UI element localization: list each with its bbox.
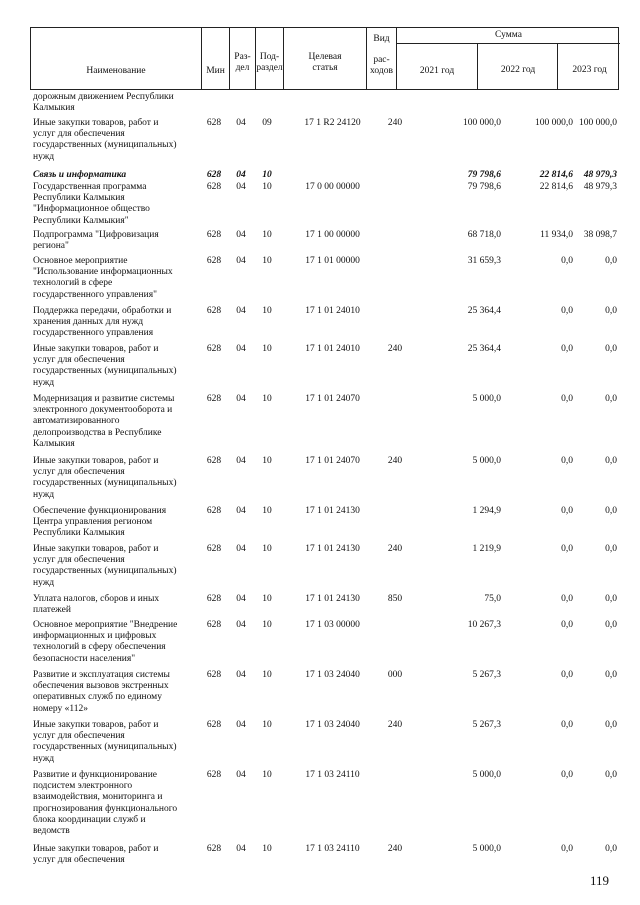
cell-cs: 17 1 01 24130 xyxy=(305,594,360,604)
cell-s2: 0,0 xyxy=(561,670,573,680)
cell-s2: 0,0 xyxy=(561,344,573,354)
cell-s2: 0,0 xyxy=(561,506,573,516)
cell-s1: 25 364,4 xyxy=(467,306,501,316)
cell-s3: 0,0 xyxy=(605,344,617,354)
row-name-line: Иные закупки товаров, работ и xyxy=(33,544,159,554)
cell-min: 628 xyxy=(206,620,222,630)
cell-s3: 38 098,7 xyxy=(583,230,617,240)
row-name-line: Государственная программа xyxy=(33,182,147,192)
row-name-line: Республики Калмыкия xyxy=(33,193,125,204)
row-name-line: оперативных служб по единому xyxy=(33,692,162,703)
cell-cs: 17 1 03 24040 xyxy=(305,720,360,730)
row-name-line: Центра управления регионом xyxy=(33,517,153,528)
cell-s2: 0,0 xyxy=(561,770,573,780)
row-name xyxy=(33,394,201,450)
cell-rz: 04 xyxy=(236,670,246,680)
row-name-line: номеру «112» xyxy=(33,703,89,714)
row-name-line: автоматизированного xyxy=(33,416,120,427)
cell-rz: 04 xyxy=(236,720,246,730)
cell-pr: 10 xyxy=(262,506,272,516)
cell-s3: 0,0 xyxy=(605,720,617,730)
row-name-line: технологий в сфере xyxy=(33,278,113,289)
cell-s3: 48 979,3 xyxy=(583,182,617,192)
cell-s1: 1 219,9 xyxy=(472,544,501,554)
cell-rz: 04 xyxy=(236,544,246,554)
row-name xyxy=(33,306,201,340)
cell-s1: 79 798,6 xyxy=(467,182,501,192)
cell-s1: 5 267,3 xyxy=(472,720,501,730)
row-name-line: услуг для обеспечения xyxy=(33,855,125,866)
row-name-line: Модернизация и развитие системы xyxy=(33,394,175,404)
cell-rz: 04 xyxy=(236,394,246,404)
cell-pr: 10 xyxy=(262,720,272,730)
row-name xyxy=(33,770,201,837)
cell-min: 628 xyxy=(206,394,222,404)
row-name-line: электронного документооборота и xyxy=(33,405,173,416)
row-name-line: нужд xyxy=(33,489,55,500)
row-name-line: прогнозирования функционального xyxy=(33,803,178,814)
cell-min: 628 xyxy=(206,544,222,554)
row-name-line: Поддержка передачи, обработки и xyxy=(33,306,172,316)
cell-s3: 0,0 xyxy=(605,770,617,780)
row-name-line: Иные закупки товаров, работ и xyxy=(33,344,159,354)
cell-min: 628 xyxy=(206,720,222,730)
row-name-line: государственных (муниципальных) xyxy=(33,478,177,489)
cell-pr: 10 xyxy=(262,394,272,404)
row-name-line: обеспечения вызовов экстренных xyxy=(33,681,169,692)
row-name-line: Калмыкия xyxy=(33,103,75,114)
cell-cs: 17 1 01 24010 xyxy=(305,306,360,316)
cell-s1: 5 000,0 xyxy=(472,844,501,854)
cell-pr: 10 xyxy=(262,620,272,630)
header-podrazdel: Под- раздел xyxy=(255,28,283,89)
row-name-line: нужд xyxy=(33,577,55,588)
header-2023: 2023 год xyxy=(572,65,607,75)
cell-s3: 0,0 xyxy=(605,256,617,266)
cell-pr: 10 xyxy=(262,170,272,180)
cell-cs: 17 1 01 24070 xyxy=(305,456,360,466)
cell-s2: 0,0 xyxy=(561,720,573,730)
cell-s2: 22 814,6 xyxy=(539,182,573,192)
cell-rz: 04 xyxy=(236,118,246,128)
cell-cs: 17 1 01 24010 xyxy=(305,344,360,354)
row-name xyxy=(33,670,201,715)
cell-pr: 09 xyxy=(262,118,272,128)
row-name-line: государственных (муниципальных) xyxy=(33,140,177,151)
cell-min: 628 xyxy=(206,182,222,192)
cell-s2: 0,0 xyxy=(561,594,573,604)
cell-pr: 10 xyxy=(262,544,272,554)
cell-pr: 10 xyxy=(262,594,272,604)
row-name-line: взаимодействия, мониторинга и xyxy=(33,792,163,803)
cell-cs: 17 1 00 00000 xyxy=(305,230,360,240)
page-number: 119 xyxy=(590,873,610,888)
cell-min: 628 xyxy=(206,456,222,466)
cell-s1: 5 000,0 xyxy=(472,394,501,404)
cell-pr: 10 xyxy=(262,670,272,680)
row-name-line: Уплата налогов, сборов и иных xyxy=(33,594,160,604)
row-name-line: "Использование информационных xyxy=(33,267,173,278)
cell-s2: 0,0 xyxy=(561,620,573,630)
cell-rz: 04 xyxy=(236,170,246,180)
cell-pr: 10 xyxy=(262,256,272,266)
header-min: Мин xyxy=(201,28,229,89)
cell-s3: 0,0 xyxy=(605,594,617,604)
cell-cs: 17 1 01 24130 xyxy=(305,506,360,516)
row-name-line: нужд xyxy=(33,377,55,388)
row-name xyxy=(33,182,201,227)
cell-rz: 04 xyxy=(236,844,246,854)
cell-cs: 17 1 01 00000 xyxy=(305,256,360,266)
cell-min: 628 xyxy=(206,770,222,780)
row-name xyxy=(33,456,201,501)
cell-cs: 17 1 01 24070 xyxy=(305,394,360,404)
cell-s3: 0,0 xyxy=(605,306,617,316)
row-name xyxy=(33,720,201,765)
row-name xyxy=(33,92,201,114)
row-name-line: Калмыкия xyxy=(33,438,75,449)
header-name: Наименование xyxy=(86,66,146,76)
row-name-line: Иные закупки товаров, работ и xyxy=(33,720,159,730)
cell-s3: 0,0 xyxy=(605,844,617,854)
cell-s1: 5 267,3 xyxy=(472,670,501,680)
cell-cs: 17 1 03 24110 xyxy=(305,770,360,780)
cell-rz: 04 xyxy=(236,506,246,516)
row-name-line: Иные закупки товаров, работ и xyxy=(33,456,159,466)
cell-rz: 04 xyxy=(236,594,246,604)
row-name xyxy=(33,844,201,866)
cell-rz: 04 xyxy=(236,620,246,630)
cell-s1: 25 364,4 xyxy=(467,344,501,354)
cell-vr: 240 xyxy=(387,544,403,554)
cell-s3: 100 000,0 xyxy=(579,118,617,128)
row-name xyxy=(33,170,201,181)
cell-rz: 04 xyxy=(236,344,246,354)
cell-s2: 0,0 xyxy=(561,256,573,266)
cell-vr: 000 xyxy=(387,670,403,680)
cell-s2: 0,0 xyxy=(561,844,573,854)
cell-pr: 10 xyxy=(262,182,272,192)
cell-cs: 17 1 03 24110 xyxy=(305,844,360,854)
row-name-line: безопасности населения" xyxy=(33,653,136,664)
cell-pr: 10 xyxy=(262,306,272,316)
cell-min: 628 xyxy=(206,256,222,266)
row-name-line: подсистем электронного xyxy=(33,781,133,792)
cell-s1: 79 798,6 xyxy=(467,170,501,180)
row-name-line: Основное мероприятие "Внедрение xyxy=(33,620,178,630)
cell-s2: 0,0 xyxy=(561,544,573,554)
cell-vr: 240 xyxy=(387,344,403,354)
row-name-line: дорожным движением Республики xyxy=(33,92,174,102)
cell-pr: 10 xyxy=(262,344,272,354)
header-sum-group xyxy=(396,28,620,89)
header-sum: Сумма xyxy=(495,30,522,40)
row-name-line: государственного управления" xyxy=(33,289,157,300)
row-name-line: услуг для обеспечения xyxy=(33,467,125,478)
row-name xyxy=(33,620,201,665)
row-name xyxy=(33,256,201,301)
cell-rz: 04 xyxy=(236,770,246,780)
row-name xyxy=(33,506,201,540)
row-name-line: блока координации служб и xyxy=(33,814,146,825)
cell-s3: 0,0 xyxy=(605,394,617,404)
row-name-line: Подпрограмма "Цифровизация xyxy=(33,230,159,240)
cell-cs: 17 1 03 24040 xyxy=(305,670,360,680)
cell-cs: 17 1 R2 24120 xyxy=(304,118,361,128)
row-name-line: государственных (муниципальных) xyxy=(33,566,177,577)
cell-min: 628 xyxy=(206,594,222,604)
row-name-line: государственных (муниципальных) xyxy=(33,366,177,377)
header-2021: 2021 год xyxy=(419,66,455,76)
row-name-line: Развитие и функционирование xyxy=(33,770,158,780)
cell-rz: 04 xyxy=(236,456,246,466)
cell-min: 628 xyxy=(206,170,222,180)
row-name-line: "Информационное общество xyxy=(33,204,150,215)
row-name-line: услуг для обеспечения xyxy=(33,129,125,140)
header-razdel: Раз- дел xyxy=(229,28,255,89)
cell-min: 628 xyxy=(206,306,222,316)
cell-s3: 0,0 xyxy=(605,620,617,630)
cell-min: 628 xyxy=(206,844,222,854)
cell-pr: 10 xyxy=(262,770,272,780)
cell-pr: 10 xyxy=(262,844,272,854)
row-name-line: Иные закупки товаров, работ и xyxy=(33,844,159,854)
row-name-line: делопроизводства в Республике xyxy=(33,427,162,438)
row-name-line: ведомств xyxy=(33,826,70,837)
row-name-line: технологий в сферу обеспечения xyxy=(33,642,166,653)
cell-s1: 10 267,3 xyxy=(467,620,501,630)
cell-min: 628 xyxy=(206,118,222,128)
row-name-line: Связь и информатика xyxy=(33,170,127,180)
cell-vr: 240 xyxy=(387,844,403,854)
cell-s1: 100 000,0 xyxy=(463,118,501,128)
header-2022: 2022 год xyxy=(500,65,536,75)
cell-pr: 10 xyxy=(262,230,272,240)
row-name-line: платежей xyxy=(33,605,71,616)
cell-rz: 04 xyxy=(236,306,246,316)
cell-s3: 0,0 xyxy=(605,506,617,516)
row-name-line: услуг для обеспечения xyxy=(33,355,125,366)
cell-s3: 48 979,3 xyxy=(583,170,617,180)
cell-s3: 0,0 xyxy=(605,456,617,466)
row-name-line: государственных (муниципальных) xyxy=(33,742,177,753)
cell-vr: 240 xyxy=(387,456,403,466)
cell-cs: 17 1 03 00000 xyxy=(305,620,360,630)
cell-s2: 0,0 xyxy=(561,456,573,466)
cell-s1: 1 294,9 xyxy=(472,506,501,516)
cell-s2: 11 934,0 xyxy=(540,230,573,240)
cell-vr: 240 xyxy=(387,118,403,128)
row-name-line: услуг для обеспечения xyxy=(33,555,125,566)
row-name-line: Республики Калмыкия xyxy=(33,528,125,539)
cell-s3: 0,0 xyxy=(605,544,617,554)
table-header xyxy=(30,27,619,90)
row-name xyxy=(33,594,201,616)
row-name-line: информационных и цифровых xyxy=(33,631,157,642)
cell-rz: 04 xyxy=(236,256,246,266)
cell-min: 628 xyxy=(206,670,222,680)
cell-min: 628 xyxy=(206,230,222,240)
row-name xyxy=(33,544,201,589)
cell-s3: 0,0 xyxy=(605,670,617,680)
row-name-line: нужд xyxy=(33,753,55,764)
row-name xyxy=(33,118,201,163)
cell-s1: 31 659,3 xyxy=(467,256,501,266)
cell-vr: 240 xyxy=(387,720,403,730)
header-target: Целевая статья xyxy=(283,28,366,89)
cell-s1: 5 000,0 xyxy=(472,456,501,466)
cell-s2: 22 814,6 xyxy=(539,170,573,180)
row-name-line: региона" xyxy=(33,241,69,252)
cell-s1: 68 718,0 xyxy=(467,230,501,240)
row-name-line: государственного управления xyxy=(33,328,154,339)
row-name-line: Республики Калмыкия" xyxy=(33,215,129,226)
cell-s2: 0,0 xyxy=(561,394,573,404)
cell-s1: 5 000,0 xyxy=(472,770,501,780)
row-name-line: Основное мероприятие xyxy=(33,256,128,266)
cell-min: 628 xyxy=(206,344,222,354)
header-vid: Вид рас- ходов xyxy=(366,28,396,89)
row-name-line: нужд xyxy=(33,151,55,162)
cell-vr: 850 xyxy=(387,594,403,604)
row-name-line: Иные закупки товаров, работ и xyxy=(33,118,159,128)
row-name xyxy=(33,230,201,252)
cell-cs: 17 0 00 00000 xyxy=(305,182,360,192)
cell-s2: 0,0 xyxy=(561,306,573,316)
row-name-line: услуг для обеспечения xyxy=(33,731,125,742)
cell-pr: 10 xyxy=(262,456,272,466)
cell-min: 628 xyxy=(206,506,222,516)
cell-rz: 04 xyxy=(236,230,246,240)
cell-s1: 75,0 xyxy=(484,594,501,604)
cell-s2: 100 000,0 xyxy=(535,118,573,128)
cell-rz: 04 xyxy=(236,182,246,192)
row-name-line: Развитие и эксплуатация системы xyxy=(33,670,170,680)
row-name-line: Обеспечение функционирования xyxy=(33,506,167,516)
row-name-line: хранения данных для нужд xyxy=(33,317,144,328)
cell-cs: 17 1 01 24130 xyxy=(305,544,360,554)
row-name xyxy=(33,344,201,389)
